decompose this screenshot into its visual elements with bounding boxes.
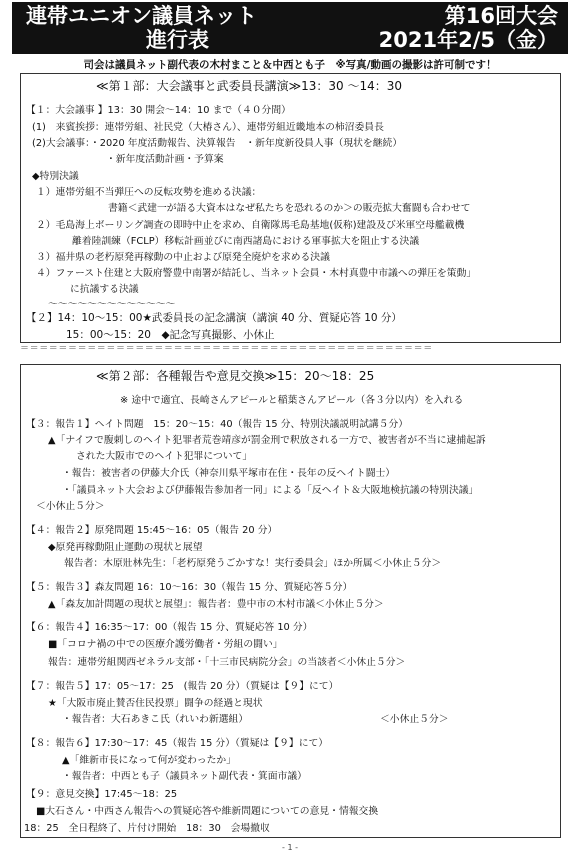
resolution-line: 離着陸訓練（FCLP）移転計画並びに南西諸島における軍事拡大を阻止する決議 (72, 236, 420, 247)
title-row-2 (26, 28, 558, 52)
report-line: ・報告者：中西とも子（議員ネット副代表・箕面市議） (62, 771, 307, 782)
report-heading: 【３：報告１】ヘイト問題 15：20～15：40（報告 15 分、特別決議説明試講５分） (26, 419, 409, 430)
report-line: ・報告：被害者の伊藤大介氏（神奈川県平塚市在住・長年の反ヘイト闘士） (62, 468, 396, 479)
item1-line: (1) 来賓挨拶：連帯労組、社民党（大椿さん）、連帯労組近畿地本の柿沼委員長 (32, 122, 384, 133)
part2-heading: ≪第２部：各種報告や意見交換≫15：20～18：25 (96, 369, 375, 383)
report-line: 報告者：木原壯林先生：「老朽原発うごかすな！実行委員会」ほか所属＜小休止５分＞ (64, 558, 442, 569)
report-heading: 【５：報告３】森友問題 16：10～16：30（報告 15 分、質疑応答５分） (26, 582, 353, 593)
resolution-line: ３）福井県の老朽原発再稼動の中止および原発全廃炉を求める決議 (36, 252, 330, 263)
report-line: ▲「森友加計問題の現状と展望」：報告者：豊中市の木村市議＜小休止５分＞ (48, 599, 384, 610)
title-date: 2021年2/5（金） (378, 28, 558, 52)
item9-body: ■大石さん・中西さん報告への質疑応答や維新問題についての意見・情報交換 (36, 806, 379, 817)
item2-photo: 15：00～15：20 ◆記念写真撮影、小休止 (66, 329, 275, 341)
report-line: ▲「維新市長になって何が変わったか」 (62, 755, 236, 766)
tilde-divider: ～～～～～～～～～～～～～ (48, 299, 176, 310)
section-separator: ＝＝＝＝＝＝＝＝＝＝＝＝＝＝＝＝＝＝＝＝＝＝＝＝＝＝＝＝＝＝＝＝＝＝＝＝＝＝＝＝＝＝＝ (20, 344, 433, 354)
resolution-line: １）連帯労組不当弾圧への反転攻勢を進める決議： (36, 187, 262, 198)
report-break: ＜小休止５分＞ (36, 501, 105, 512)
report-heading: 【６：報告４】16:35～17：00（報告 15 分、質疑応答 10 分） (26, 622, 313, 633)
resolution-line: 書籍＜武建一が語る大資本はなぜ私たちを恐れるのか＞の販売拡大奮闘も合わせて (108, 203, 471, 214)
item1-line: ・新年度活動計画・予算案 (106, 154, 224, 165)
report-line: ▲「ナイフで腹刺しのヘイト犯罪者荒巻靖彦が罰金刑で釈放される一方で、被害者が不当に逮捕起訴 (48, 435, 486, 446)
report-line: ■「コロナ禍の中での医療介護労働者・労組の闘い」 (48, 639, 283, 650)
report-line: ・報告者：大石あきこ氏（れいわ新選組） (62, 714, 249, 725)
special-resolution-heading: ◆特別決議 (32, 171, 79, 182)
report-break: ＜小休止５分＞ (380, 714, 449, 725)
item1-heading: 【１：大会議事 】13：30 開会～14：10 まで（４０分間） (26, 105, 291, 116)
report-line: ・「議員ネット大会および伊藤報告参加者一同」による「反ヘイト＆大阪地検抗議の特別決議」 (62, 485, 479, 496)
item9-heading: 【９：意見交換】17:45～18：25 (26, 789, 178, 800)
item2-lecture: 【２】14：10～15：00★武委員長の記念講演（講演 40 分、質疑応答 10 分） (26, 312, 402, 324)
resolution-line: ４）ファースト住建と大阪府警豊中南署が結託し、当ネット会員・木村真豊中市議への弾圧を策動」 (36, 268, 477, 279)
report-line: ★「大阪市廃止賛否住民投票」闘争の経過と現状 (48, 698, 263, 709)
page-number: - 1 - (282, 843, 298, 852)
chair-note: 司会は議員ネット副代表の木村まこと＆中西とも子 ※写真/動画の撮影は許可制です！ (83, 59, 497, 71)
resolution-line: ２）毛島海上ボーリング調査の即時中止を求め、自衛隊馬毛島基地(仮称)建設及び米軍空母艦載機 (36, 220, 465, 231)
title-event: 第16回大会 (444, 4, 558, 28)
item1-line: (2)大会議事：・2020 年度活動報告、決算報告 ・新年度新役員人事（現状を継続） (32, 138, 403, 149)
report-heading: 【４：報告２】原発問題 15:45～16：05（報告 20 分） (26, 525, 278, 536)
report-line: された大阪市でのヘイト犯罪について」 (76, 451, 253, 462)
title-program: 進行表 (146, 28, 209, 52)
report-line: 報告：連帯労組関西ゼネラル支部・「十三市民病院分会」の当該者＜小休止５分＞ (48, 657, 406, 668)
report-heading: 【７：報告５】17：05～17：25 (報告 20 分）（質疑は【９】にて） (26, 681, 339, 692)
title-org: 連帯ユニオン議員ネット (26, 4, 257, 28)
report-line: ◆原発再稼動阻止運動の現状と展望 (48, 542, 203, 553)
report-heading: 【８：報告６】17:30～17：45（報告 15 分）（質疑は【９】にて） (26, 738, 329, 749)
part1-heading: ≪第１部：大会議事と武委員長講演≫13：30 ～14：30 (96, 79, 403, 93)
title-row-1 (26, 4, 558, 28)
closing-line: 18：25 全日程終了、片付け開始 18：30 会場撤収 (24, 823, 270, 834)
appeal-note: ※ 途中で適宜、長崎さんアピールと稲葉さんアピール（各３分以内）を入れる (120, 395, 464, 406)
resolution-line: に抗議する決議 (70, 284, 139, 295)
title-band (12, 2, 568, 54)
